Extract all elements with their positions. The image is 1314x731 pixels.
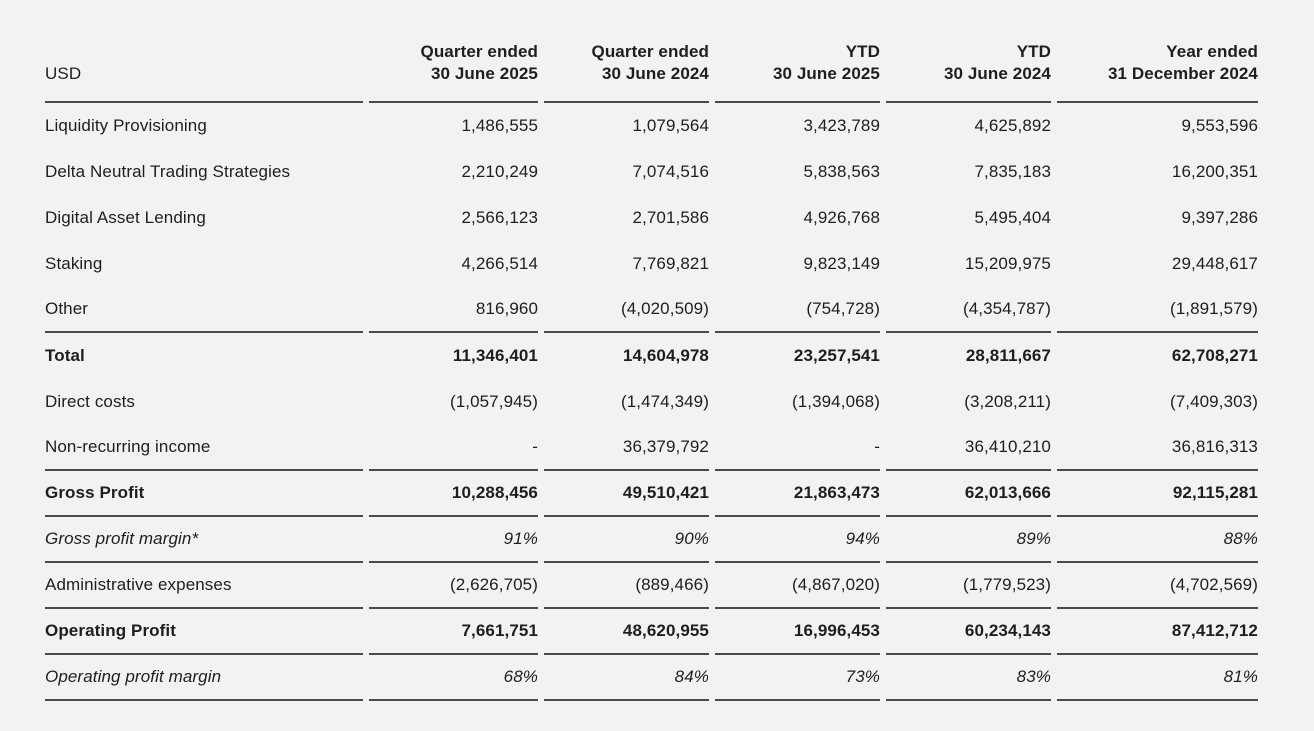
cell-value: 16,996,453 (715, 609, 880, 655)
cell-value: 36,379,792 (544, 425, 709, 471)
row-direct-costs (45, 379, 1258, 425)
column-header-line2: 30 June 2024 (943, 64, 1051, 83)
row-label: Direct costs (45, 392, 135, 411)
row-label: Gross Profit (45, 471, 363, 517)
row-label: Digital Asset Lending (45, 208, 206, 227)
cell-value: 5,838,563 (803, 162, 880, 181)
cell-value: - (369, 425, 538, 471)
cell-value: 60,234,143 (886, 609, 1051, 655)
cell-value: 49,510,421 (544, 471, 709, 517)
row-other (45, 287, 1258, 333)
cell-value: 16,200,351 (1171, 162, 1258, 181)
cell-value: 83% (886, 655, 1051, 701)
row-label: Total (45, 346, 85, 365)
cell-value: - (715, 425, 880, 471)
column-header-line1: YTD (1016, 42, 1051, 61)
cell-value: 1,079,564 (632, 116, 709, 135)
row-label: Gross profit margin* (45, 517, 363, 563)
row-label: Administrative expenses (45, 563, 363, 609)
cell-value: 21,863,473 (715, 471, 880, 517)
row-administrative-expenses (45, 563, 1258, 609)
cell-value: (1,057,945) (449, 392, 538, 411)
cell-value: 90% (544, 517, 709, 563)
cell-value: 5,495,404 (974, 208, 1051, 227)
cell-value: 2,701,586 (632, 208, 709, 227)
column-header-q-ended-2024 (544, 0, 709, 103)
cell-value: 3,423,789 (803, 116, 880, 135)
cell-value: (4,354,787) (886, 287, 1051, 333)
column-header-line1: YTD (845, 42, 880, 61)
cell-value: 9,397,286 (1181, 208, 1258, 227)
cell-value: 15,209,975 (964, 254, 1051, 273)
row-label: Staking (45, 254, 103, 273)
cell-value: (4,867,020) (715, 563, 880, 609)
row-digital-asset-lending (45, 195, 1258, 241)
row-total (45, 333, 1258, 379)
column-header-ytd-2025 (715, 0, 880, 103)
row-staking (45, 241, 1258, 287)
cell-value: 9,553,596 (1181, 116, 1258, 135)
column-header-line2: 30 June 2025 (430, 64, 538, 83)
row-label: Delta Neutral Trading Strategies (45, 162, 291, 181)
cell-value: 1,486,555 (461, 116, 538, 135)
financial-results-table (45, 0, 1258, 701)
row-liquidity-provisioning (45, 103, 1258, 149)
cell-value: (2,626,705) (369, 563, 538, 609)
row-label: Liquidity Provisioning (45, 116, 207, 135)
cell-value: 7,661,751 (369, 609, 538, 655)
cell-value: 4,926,768 (803, 208, 880, 227)
column-header-line1: Year ended (1166, 42, 1258, 61)
cell-value: 92,115,281 (1057, 471, 1258, 517)
row-gross-profit-margin (45, 517, 1258, 563)
cell-value: (3,208,211) (964, 392, 1051, 411)
cell-value: (7,409,303) (1169, 392, 1258, 411)
cell-value: 88% (1057, 517, 1258, 563)
cell-value: 28,811,667 (965, 346, 1051, 365)
column-header-q-ended-2025 (369, 0, 538, 103)
row-label: Operating profit margin (45, 655, 363, 701)
column-header-line1: Quarter ended (420, 42, 538, 61)
cell-value: 7,835,183 (974, 162, 1051, 181)
row-gross-profit (45, 471, 1258, 517)
cell-value: 2,566,123 (461, 208, 538, 227)
cell-value: 2,210,249 (461, 162, 538, 181)
cell-value: (1,474,349) (620, 392, 709, 411)
table-header-row (45, 0, 1258, 103)
cell-value: 4,266,514 (461, 254, 538, 273)
column-header-ytd-2024 (886, 0, 1051, 103)
row-operating-profit-margin (45, 655, 1258, 701)
cell-value: (1,394,068) (791, 392, 880, 411)
row-label: Non-recurring income (45, 425, 363, 471)
cell-value: 29,448,617 (1171, 254, 1258, 273)
row-label: Other (45, 287, 363, 333)
cell-value: 10,288,456 (369, 471, 538, 517)
unit-label: USD (45, 0, 363, 103)
cell-value: 9,823,149 (803, 254, 880, 273)
cell-value: 7,769,821 (632, 254, 709, 273)
cell-value: 81% (1057, 655, 1258, 701)
cell-value: 4,625,892 (974, 116, 1051, 135)
row-label: Operating Profit (45, 609, 363, 655)
column-header-line2: 30 June 2025 (772, 64, 880, 83)
cell-value: 14,604,978 (622, 346, 709, 365)
row-delta-neutral-trading-strategies (45, 149, 1258, 195)
cell-value: 36,410,210 (886, 425, 1051, 471)
column-header-line2: 30 June 2024 (601, 64, 709, 83)
column-header-line2: 31 December 2024 (1108, 64, 1258, 83)
cell-value: 62,013,666 (886, 471, 1051, 517)
column-header-line1: Quarter ended (591, 42, 709, 61)
cell-value: 89% (886, 517, 1051, 563)
cell-value: 84% (544, 655, 709, 701)
cell-value: 7,074,516 (632, 162, 709, 181)
cell-value: 36,816,313 (1057, 425, 1258, 471)
column-header-year-ended-2024 (1057, 0, 1258, 103)
cell-value: 62,708,271 (1171, 346, 1258, 365)
cell-value: 48,620,955 (544, 609, 709, 655)
row-operating-profit (45, 609, 1258, 655)
cell-value: 68% (369, 655, 538, 701)
cell-value: (4,702,569) (1057, 563, 1258, 609)
cell-value: 87,412,712 (1057, 609, 1258, 655)
cell-value: (4,020,509) (544, 287, 709, 333)
cell-value: 11,346,401 (452, 346, 538, 365)
cell-value: 91% (369, 517, 538, 563)
cell-value: (889,466) (544, 563, 709, 609)
cell-value: 94% (715, 517, 880, 563)
cell-value: (754,728) (715, 287, 880, 333)
cell-value: (1,779,523) (886, 563, 1051, 609)
cell-value: 73% (715, 655, 880, 701)
cell-value: 23,257,541 (793, 346, 880, 365)
row-non-recurring-income (45, 425, 1258, 471)
cell-value: (1,891,579) (1057, 287, 1258, 333)
cell-value: 816,960 (369, 287, 538, 333)
